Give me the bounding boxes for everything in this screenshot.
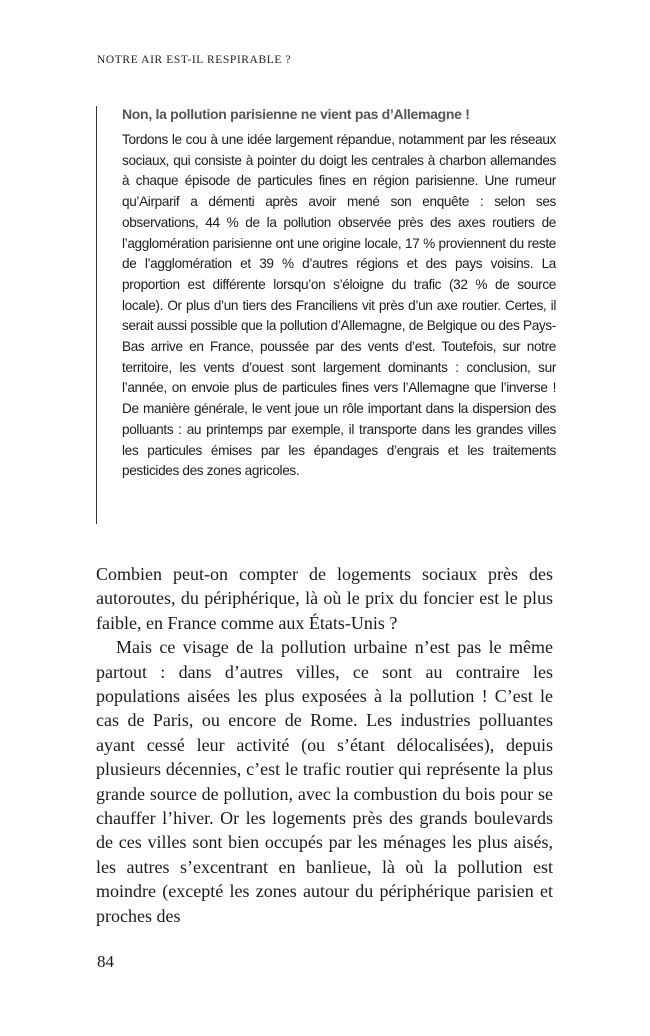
running-head: NOTRE AIR EST-IL RESPIRABLE ? (97, 54, 292, 66)
sidebar-box (96, 106, 556, 524)
paragraph: Combien peut-on compter de logements sociaux près des autoroutes, du périphérique, là où le prix du foncier est le plus faible, en France comme aux États-Unis ? (96, 564, 553, 633)
paragraph: Mais ce visage de la pollution urbaine n’est pas le même partout : dans d’autres villes, ce sont au contraire les populations aisées les plus exposées à la pollution ! C’est le cas de Paris, ou encore de Rome. Les industries polluantes ayant cessé leur activité (ou s’étant délocalisées), depuis plusieurs décennies, c’est le trafic routier qui représente la plus grande source de pollution, avec la combustion du bois pour se chauffer l’hiver. Or les logements près des grands boulevards de ces villes sont bien occupés par les ménages les plus aisés, les autres s’excentrant en banlieue, là où la pollution est moindre (excepté les zones autour du périphérique parisien et proches des (96, 637, 553, 926)
page-number: 84 (97, 952, 114, 971)
main-text (96, 562, 553, 928)
sidebar-body: Tordons le cou à une idée largement répandue, notamment par les réseaux sociaux, qui consiste à pointer du doigt les centrales à charbon allemandes à chaque épisode de particules fines en région parisienne. Une rumeur qu’Airparif a démenti après avoir mené son enquête : selon ses observations, 44 % de la pollution observée près des axes routiers de l’agglomération parisienne ont une origine locale, 17 % proviennent du reste de l’agglomération et 39 % d’autres régions et des pays voisins. La proportion est différente lorsqu’on s’éloigne du trafic (32 % de source locale). Or plus d’un tiers des Franciliens vit près d’un axe routier. Certes, il serait aussi possible que la pollution d’Allemagne, de Belgique ou des Pays-Bas arrive en France, poussée par des vents d’est. Toutefois, sur notre territoire, les vents d’ouest sont largement dominants : conclusion, sur l’année, on envoie plus de particules fines vers l’Allemagne que l’inverse ! De manière générale, le vent joue un rôle important dans la dispersion des polluants : au printemps par exemple, il transporte dans les grandes villes les particules émises par les épandages d’engrais et les traitements pesticides des zones agricoles. (122, 132, 556, 479)
sidebar-title: Non, la pollution parisienne ne vient pas d’Allemagne ! (122, 106, 470, 122)
